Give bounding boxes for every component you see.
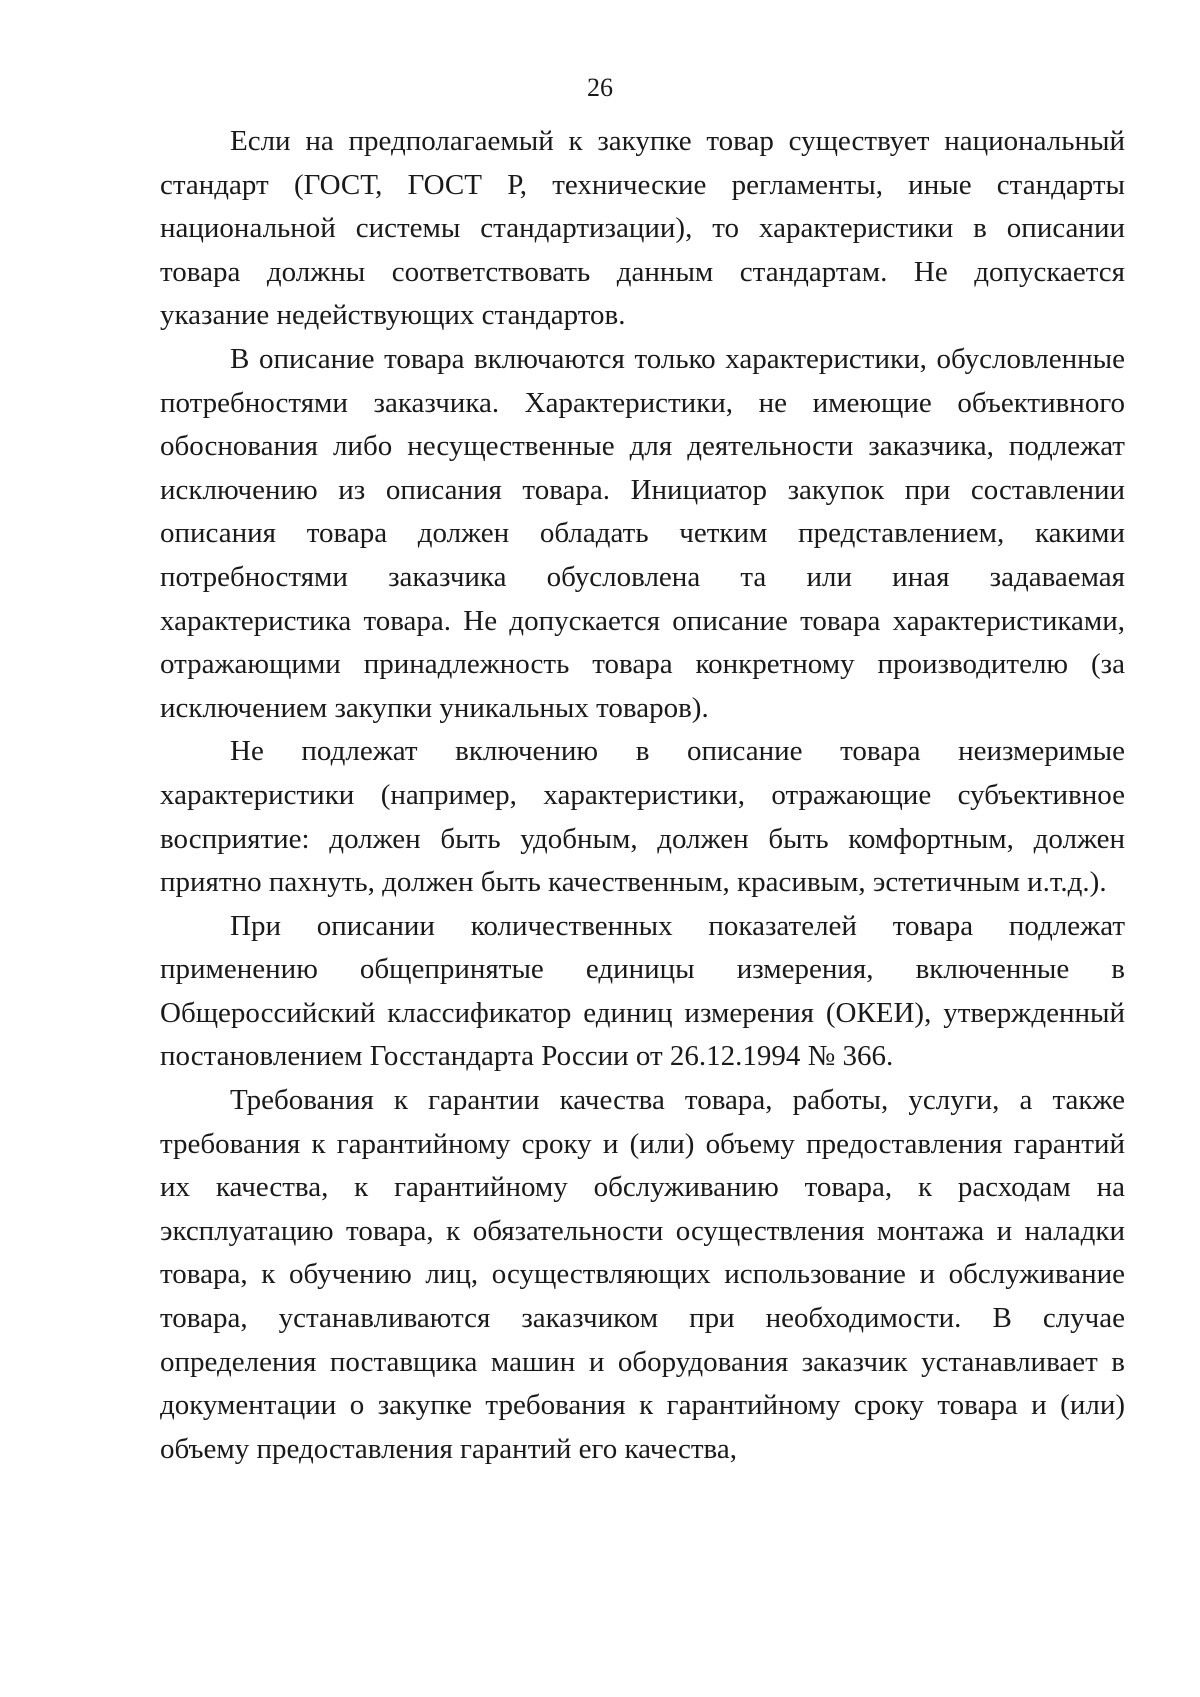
- paragraph-units: При описании количественных показателей товара подлежат применению общепринятые единицы измерения, включенные в Общероссийский классификатор единиц измерения (ОКЕИ), утвержденный постановлением Госстандарта России от 26.12.1994 № 366.: [160, 909, 1125, 1073]
- page-number: 26: [587, 73, 613, 102]
- paragraph-unmeasurable: Не подлежат включению в описание товара неизмеримые характеристики (например, характеристики, отражающие субъективное восприятие: должен быть удобным, должен быть комфортным, должен приятно пахнуть, должен быть качественным, красивым, эстетичным и.т.д.).: [160, 735, 1125, 899]
- paragraph-characteristics: В описание товара включаются только характеристики, обусловленные потребностями заказчика. Характеристики, не имеющие объективного обоснования либо несущественные для деятельности заказчика, подлежат исключению из описания товара. Инициатор закупок при составлении описания товара должен обладать четким представлением, какими потребностями заказчика обусловлена та или иная задаваемая характеристика товара. Не допускается описание товара характеристиками, отражающими принадлежность товара конкретному производителю (за исключением закупки уникальных товаров).: [160, 342, 1125, 724]
- document-body: [160, 120, 1125, 1471]
- paragraph-warranty: Требования к гарантии качества товара, работы, услуги, а также требования к гарантийному сроку и (или) объему предоставления гарантий их качества, к гарантийному обслуживанию товара, к расходам на эксплуатацию товара, к обязательности осуществления монтажа и наладки товара, к обучению лиц, осуществляющих использование и обслуживание товара, устанавливаются заказчиком при необходимости. В случае определения поставщика машин и оборудования заказчик устанавливает в документации о закупке требования к гарантийному сроку товара и (или) объему предоставления гарантий его качества,: [160, 1084, 1125, 1465]
- paragraph-national-standard: Если на предполагаемый к закупке товар существует национальный стандарт (ГОСТ, ГОСТ Р, технические регламенты, иные стандарты национальной системы стандартизации), то характеристики в описании товара должны соответствовать данным стандартам. Не допускается указание недействующих стандартов.: [160, 125, 1125, 332]
